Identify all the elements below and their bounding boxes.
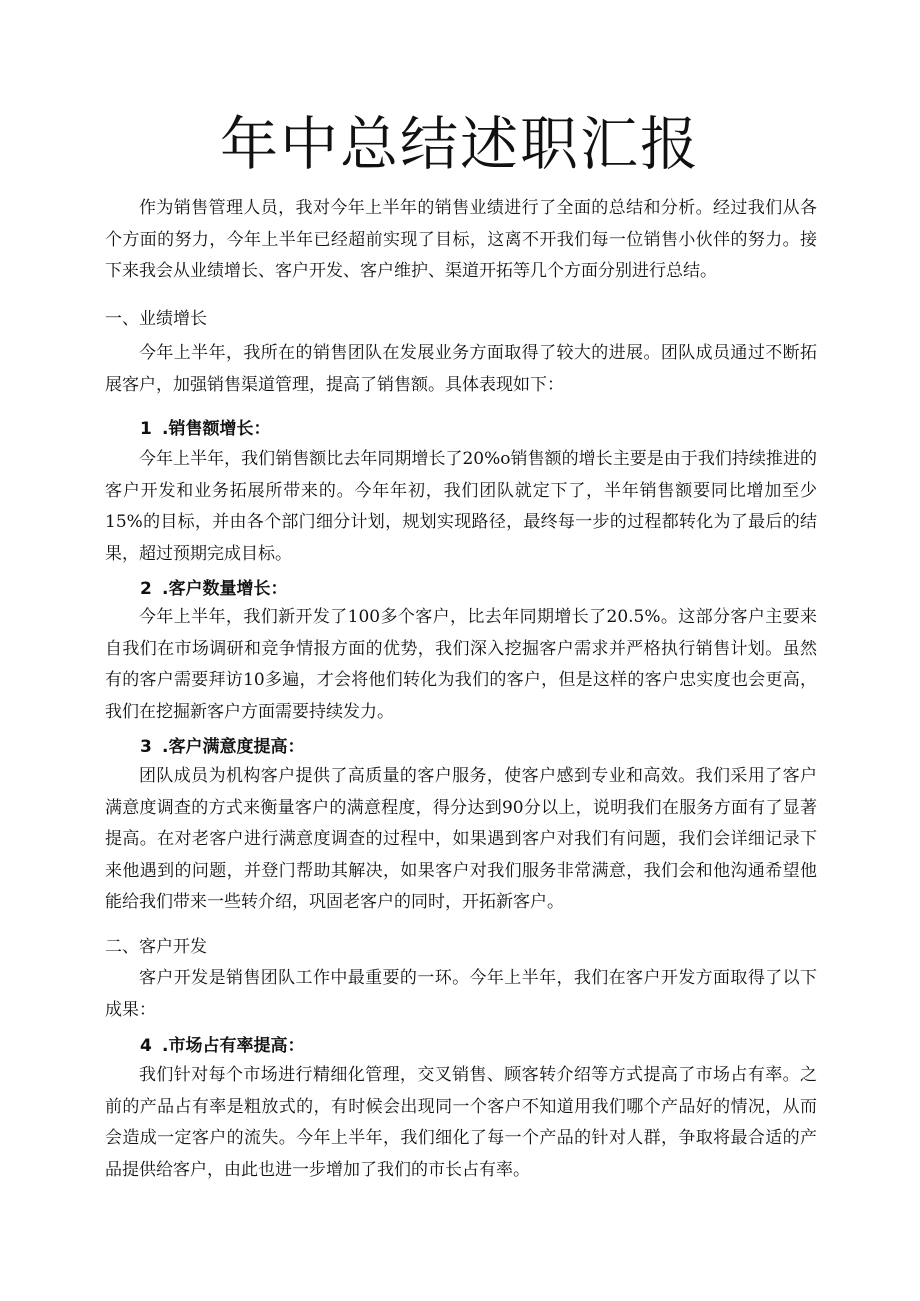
subheading-market-share <box>140 1031 304 1062</box>
subheading-number: 4 <box>140 1036 152 1056</box>
paragraph-sales-growth: 今年上半年，我们销售额比去年同期增长了20%o销售额的增长主要是由于我们持续推进的客户开发和业务拓展所带来的。今年年初，我们团队就定下了，半年销售额要同比增加至少15%的目标，并由各个部门细分计划，规划实现路径，最终每一步的过程都转化为了最后的结果，超过预期完成目标。 <box>105 449 817 564</box>
section-paragraph-performance: 今年上半年，我所在的销售团队在发展业务方面取得了较大的进展。团队成员通过不断拓展客户，加强销售渠道管理，提高了销售额。具体表现如下： <box>105 343 817 395</box>
section-paragraph-customer-development: 客户开发是销售团队工作中最重要的一环。今年上半年，我们在客户开发方面取得了以下成果： <box>105 968 817 1020</box>
subheading-number: 1 <box>140 419 152 439</box>
subheading-label: .客户数量增长： <box>162 579 288 599</box>
paragraph-market-share: 我们针对每个市场进行精细化管理，交叉销售、顾客转介绍等方式提高了市场占有率。之前的产品占有率是粗放式的，有时候会出现同一个客户不知道用我们哪个产品好的情况，从而会造成一定客户的流失。今年上半年，我们细化了每一个产品的针对人群，争取将最合适的产品提供给客户，由此也进一步增加了我们的市长占有率。 <box>105 1065 817 1180</box>
section-heading-performance: 一、业绩增长 <box>105 309 207 329</box>
subheading-satisfaction <box>140 732 304 763</box>
intro-paragraph: 作为销售管理人员，我对今年上半年的销售业绩进行了全面的总结和分析。经过我们从各个方面的努力，今年上半年已经超前实现了目标，这离不开我们每一位销售小伙伴的努力。接下来我会从业绩增长、客户开发、客户维护、渠道开拓等几个方面分别进行总结。 <box>105 198 817 281</box>
paragraph-customer-count: 今年上半年，我们新开发了100多个客户，比去年同期增长了20.5%。这部分客户主要来自我们在市场调研和竞争情报方面的优势，我们深入挖掘客户需求并严格执行销售计划。虽然有的客户需要拜访10多遍，才会将他们转化为我们的客户，但是这样的客户忠实度也会更高，我们在挖掘新客户方面需要持续发力。 <box>105 607 817 722</box>
subheading-label: .销售额增长： <box>162 419 271 439</box>
subheading-number: 3 <box>140 737 152 757</box>
subheading-sales-growth <box>140 414 270 445</box>
subheading-label: .客户满意度提高： <box>162 737 305 757</box>
subheading-label: .市场占有率提高： <box>162 1036 305 1056</box>
subheading-customer-count <box>140 574 287 605</box>
paragraph-satisfaction: 团队成员为机构客户提供了高质量的客户服务，使客户感到专业和高效。我们采用了客户满意度调查的方式来衡量客户的满意程度，得分达到90分以上，说明我们在服务方面有了显著提高。在对老客户进行满意度调查的过程中，如果遇到客户对我们有问题，我们会详细记录下来他遇到的问题，并登门帮助其解决，如果客户对我们服务非常满意，我们会和他沟通希望他能给我们带来一些转介绍，巩固老客户的同时，开拓新客户。 <box>105 766 817 912</box>
document-title: 年中总结述职汇报 <box>219 110 700 178</box>
subheading-number: 2 <box>140 579 152 599</box>
section-heading-customer-development: 二、客户开发 <box>105 937 207 957</box>
